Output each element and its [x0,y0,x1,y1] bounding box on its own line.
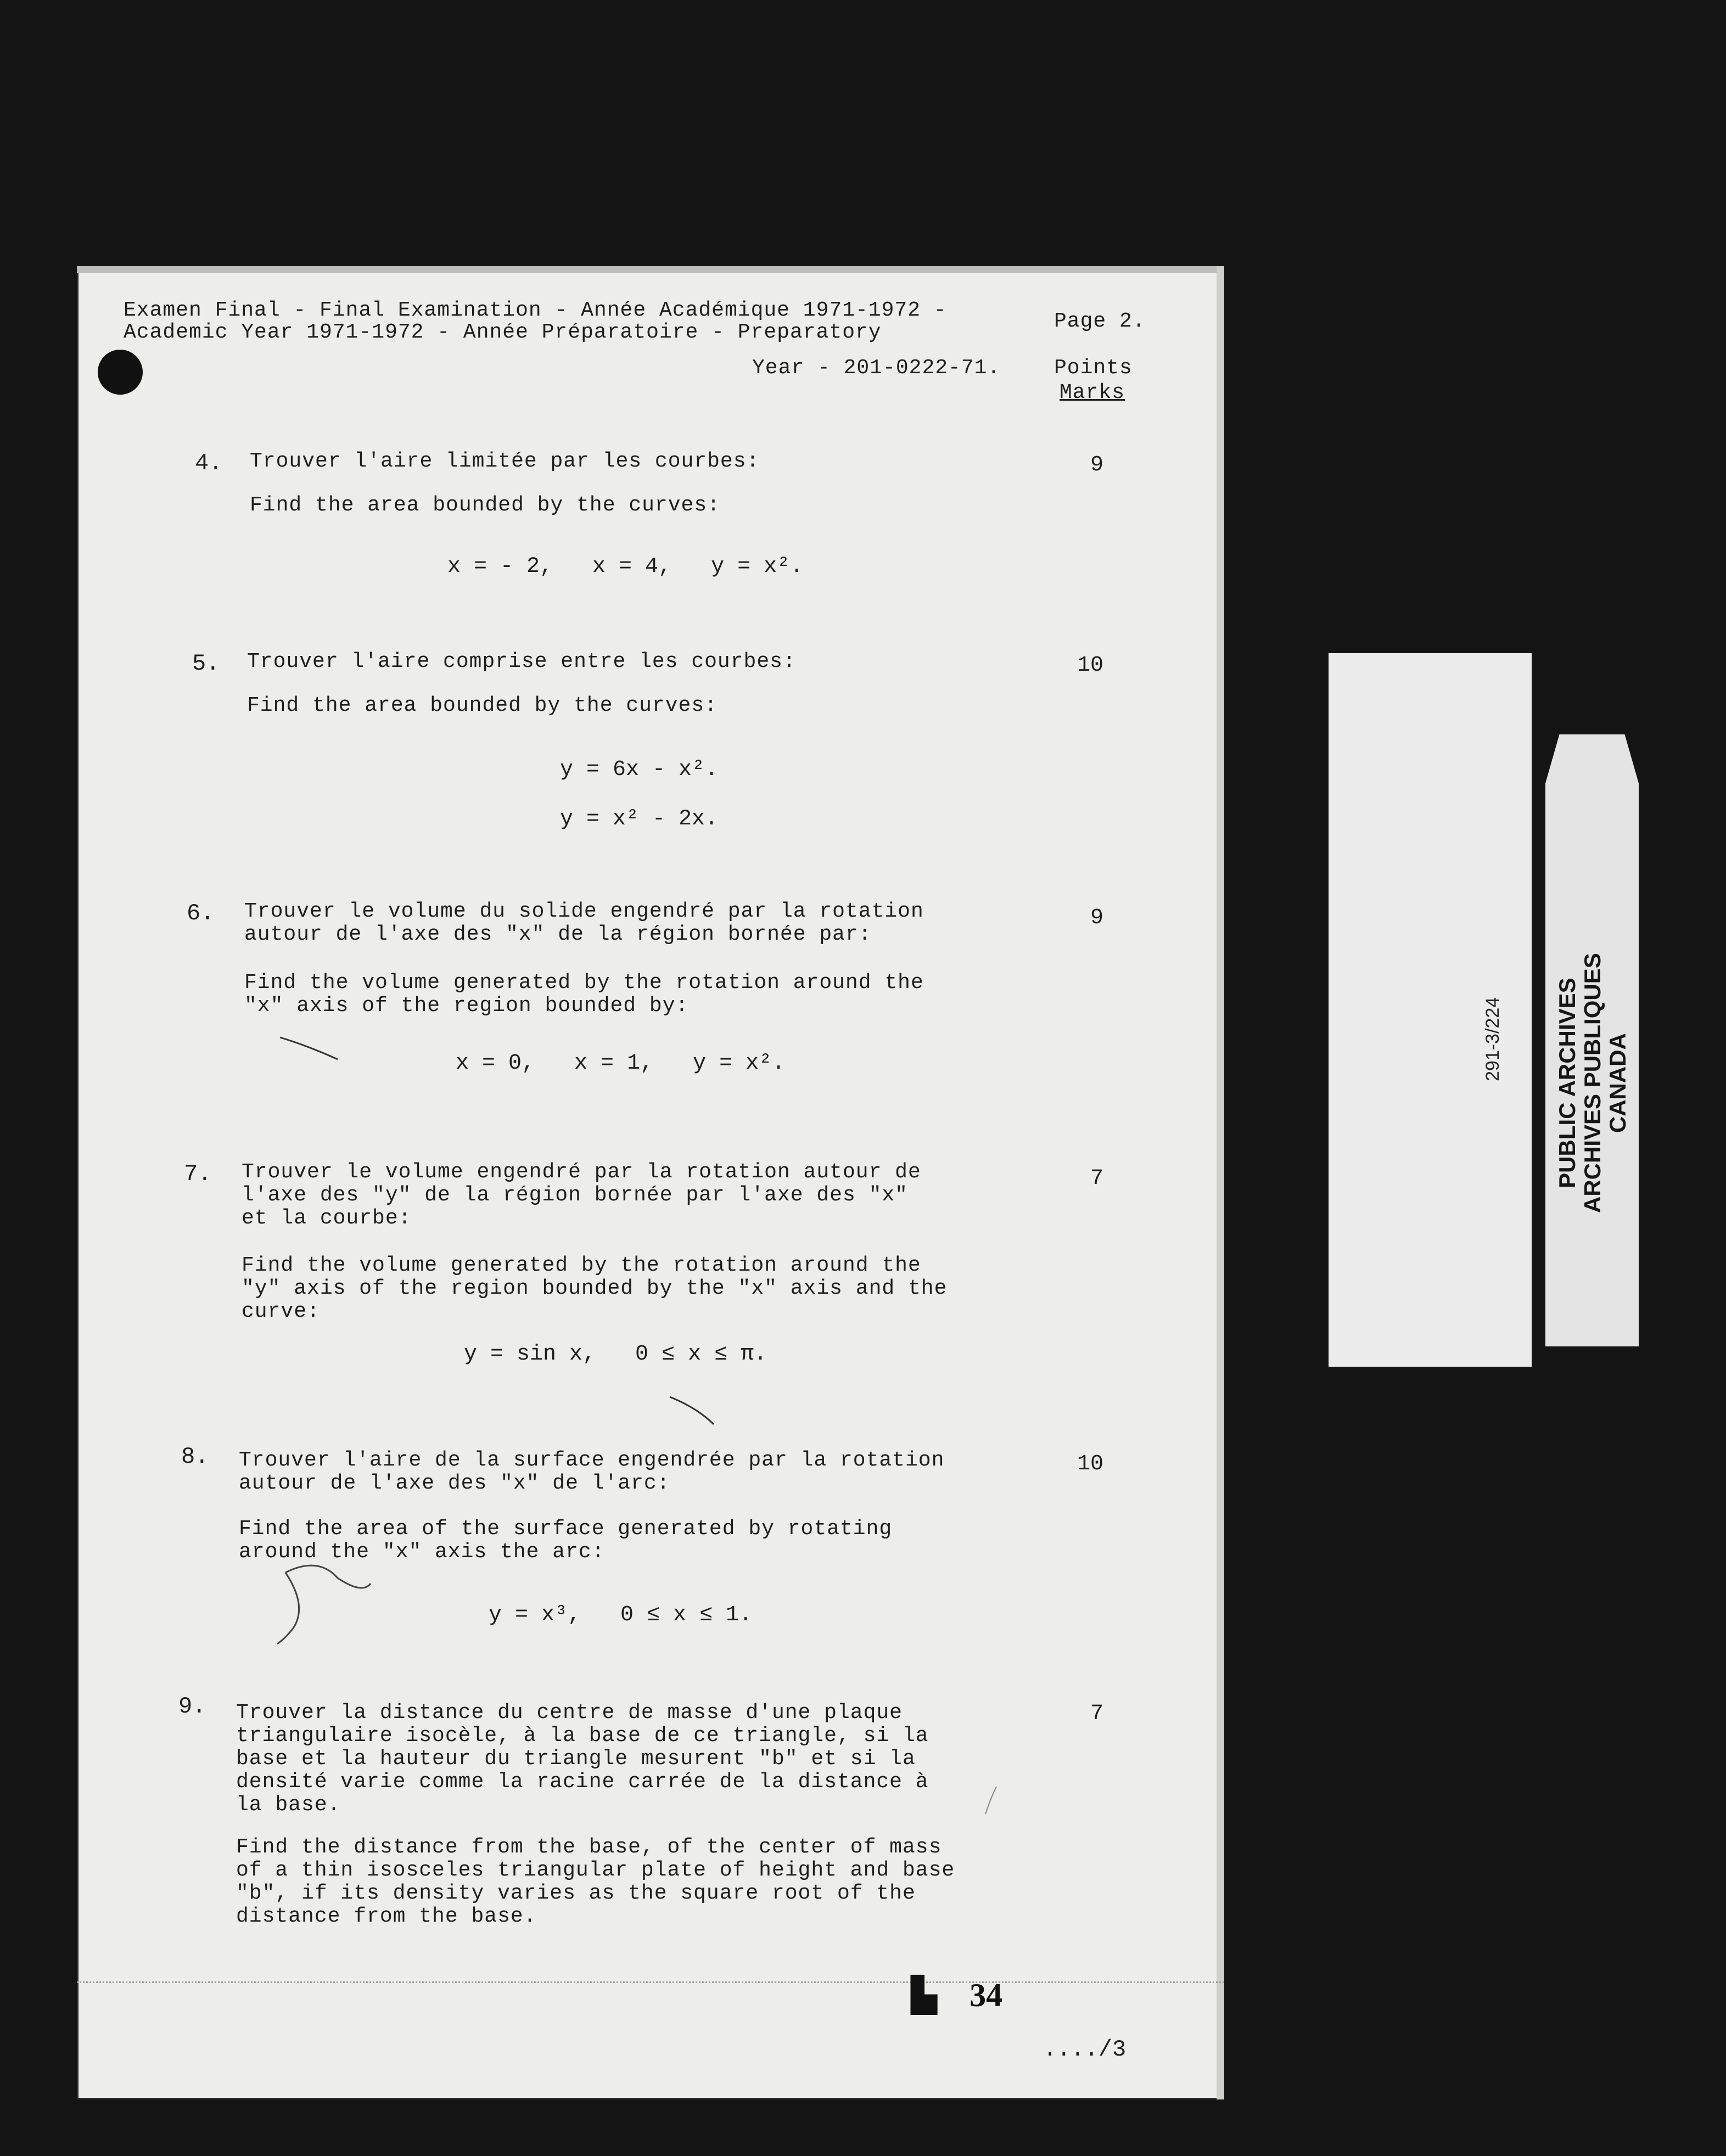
page-number: Page 2. [1054,310,1146,333]
page-stamp: ▙ 34 [911,1977,1003,2013]
question-marks: 10 [1077,653,1103,678]
question-text-fr: Trouver le volume engendré par la rotation autour de l'axe des "y" de la région bornée par l'axe des "x" et la courbe: [242,1160,921,1230]
archive-reference: 291-3/224 [1482,997,1503,1081]
equation: y = x³, 0 ≤ x ≤ 1. [489,1603,753,1627]
question-text-en: Find the area of the surface generated by rotating around the "x" axis the arc: [239,1517,893,1564]
question-marks: 7 [1090,1702,1103,1726]
question-text-fr: Trouver le volume du solide engendré par la rotation autour de l'axe des "x" de la région bornée par: [244,900,924,946]
question-text-en: Find the volume generated by the rotation around the "y" axis of the region bounded by the "x" axis and the curve: [242,1254,948,1323]
equation: y = sin x, 0 ≤ x ≤ π. [464,1342,767,1367]
question-number: 7. [184,1161,212,1187]
archive-tab [1329,653,1532,1367]
archive-stamp [1555,953,1630,1213]
marks-label: Marks [1060,381,1125,405]
question-marks: 9 [1090,453,1103,478]
equation: x = - 2, x = 4, y = x². [447,554,804,579]
question-number: 5. [192,650,220,677]
question-marks: 10 [1077,1452,1103,1476]
question-text-fr: Trouver l'aire limitée par les courbes: [250,450,760,473]
page-fold-line [77,1981,1224,1983]
equation: x = 0, x = 1, y = x². [456,1051,786,1076]
question-text-fr: Trouver l'aire de la surface engendrée par la rotation autour de l'axe des "x" de l'arc: [239,1448,945,1495]
question-number: 6. [187,900,215,927]
question-marks: 7 [1090,1166,1103,1191]
equation: y = x² - 2x. [560,807,719,832]
exam-page [77,266,1224,2099]
header-line3: Year - 201-0222-71. [752,356,1001,380]
question-text-en: Find the area bounded by the curves: [247,694,718,717]
question-text-en: Find the volume generated by the rotation around the "x" axis of the region bounded by: [244,971,924,1018]
points-label: Points [1054,356,1133,380]
question-number: 8. [181,1444,209,1470]
continued-marker: ..../3 [1043,2036,1127,2063]
header-line2: Academic Year 1971-1972 - Année Préparatoire - Preparatory [124,321,882,344]
question-number: 4. [195,450,223,476]
question-text-fr: Trouver l'aire comprise entre les courbes: [247,650,796,673]
archive-stamp-line2: ARCHIVES PUBLIQUES [1579,953,1605,1213]
equation: y = 6x - x². [560,757,719,782]
question-number: 9. [178,1693,206,1720]
archive-stamp-line1: PUBLIC ARCHIVES [1554,978,1580,1188]
pencil-scratches [77,266,1224,2099]
archive-stamp-line3: CANADA [1605,1033,1630,1133]
page-stamp-number: 34 [970,1977,1003,2013]
question-text-fr: Trouver la distance du centre de masse d'une plaque triangulaire isocèle, à la base de ce triangle, si la base et la hauteur du triangle mesurent "b" et si la densité varie comme la racine carrée de la distance à la base. [236,1701,929,1817]
question-marks: 9 [1090,906,1103,930]
question-text-en: Find the distance from the base, of the center of mass of a thin isosceles triangular plate of height and base "b", if its density varies as the square root of the distance from the base. [236,1835,955,1928]
header-line1: Examen Final - Final Examination - Année Académique 1971-1972 - [124,299,947,322]
question-text-en: Find the area bounded by the curves: [250,493,720,517]
